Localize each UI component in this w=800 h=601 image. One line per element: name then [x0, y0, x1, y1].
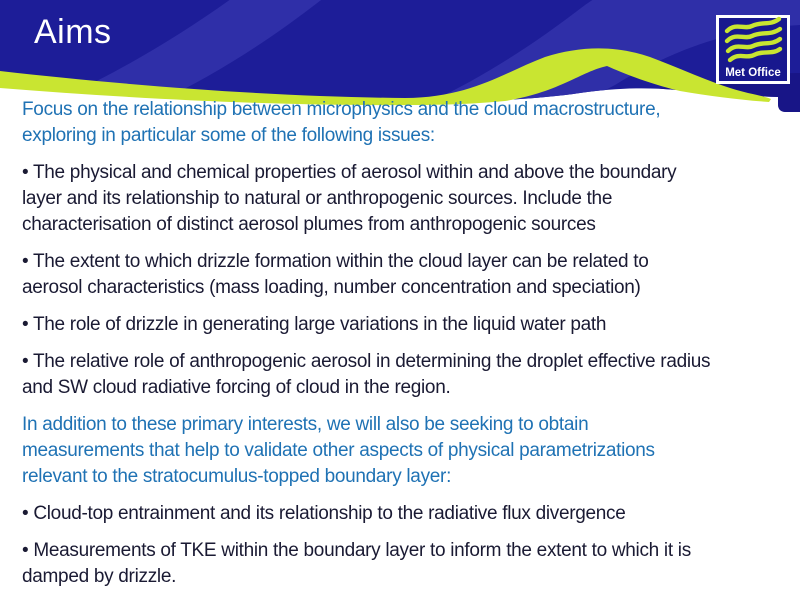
met-office-logo — [718, 17, 789, 83]
text-line: relevant to the stratocumulus-topped boundary layer: — [22, 466, 452, 487]
bullet-item — [22, 160, 794, 238]
text-line: aerosol characteristics (mass loading, number concentration and speciation) — [22, 277, 641, 298]
text-line: exploring in particular some of the following issues: — [22, 125, 435, 146]
text-line: Focus on the relationship between microphysics and the cloud macrostructure, — [22, 99, 661, 120]
text-line: In addition to these primary interests, we will also be seeking to obtain — [22, 414, 589, 435]
text-line: and SW cloud radiative forcing of cloud in the region. — [22, 377, 451, 398]
slide-title: Aims — [34, 13, 112, 51]
text-line: • The physical and chemical properties of aerosol within and above the boundary — [22, 162, 677, 183]
bullet-item — [22, 501, 794, 527]
bullet-item — [22, 538, 794, 590]
bullet-item — [22, 349, 794, 401]
text-line: damped by drizzle. — [22, 566, 177, 587]
lead-paragraph — [22, 97, 794, 149]
text-line: • The role of drizzle in generating large variations in the liquid water path — [22, 314, 607, 335]
text-line: measurements that help to validate other aspects of physical parametrizations — [22, 440, 655, 461]
bullet-item — [22, 249, 794, 301]
text-line: • The extent to which drizzle formation within the cloud layer can be related to — [22, 251, 649, 272]
text-line: • Cloud-top entrainment and its relationship to the radiative flux divergence — [22, 503, 626, 524]
bullet-item — [22, 312, 794, 338]
logo-label: Met Office — [725, 67, 781, 79]
text-line: • The relative role of anthropogenic aerosol in determining the droplet effective radius — [22, 351, 711, 372]
slide-body — [22, 97, 794, 601]
text-line: layer and its relationship to natural or anthropogenic sources. Include the — [22, 188, 613, 209]
lead-paragraph — [22, 412, 794, 490]
text-line: characterisation of distinct aerosol plumes from anthropogenic sources — [22, 214, 596, 235]
text-line: • Measurements of TKE within the boundary layer to inform the extent to which it is — [22, 540, 691, 561]
